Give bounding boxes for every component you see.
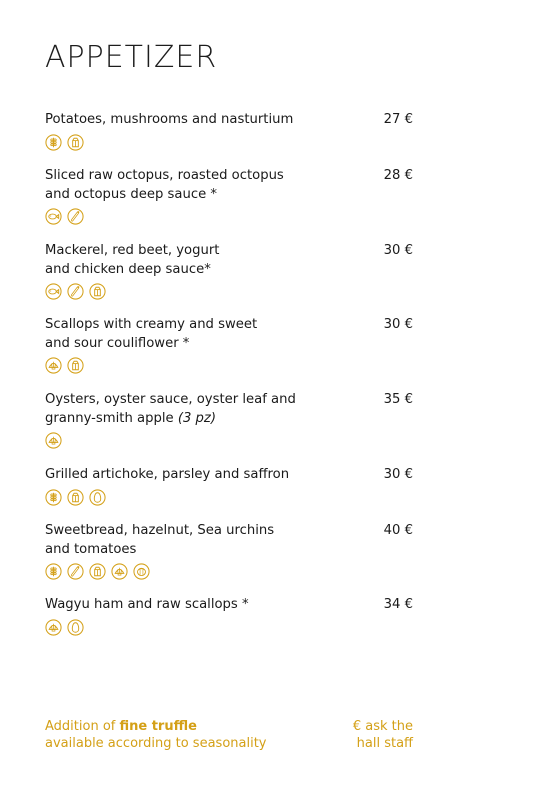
milk-carton-icon bbox=[89, 563, 106, 580]
allergen-icons bbox=[45, 432, 413, 449]
menu-item bbox=[45, 596, 413, 636]
item-name-line: Sliced raw octopus, roasted octopus bbox=[45, 168, 284, 183]
allergen-icons bbox=[45, 134, 413, 151]
allergen-icons bbox=[45, 208, 413, 225]
item-name bbox=[45, 111, 315, 130]
shellfish-icon bbox=[45, 619, 62, 636]
shellfish-icon bbox=[111, 563, 128, 580]
allergen-icons bbox=[45, 283, 413, 300]
item-quantity: (3 pz) bbox=[177, 410, 216, 426]
item-name-line: Sweetbread, hazelnut, Sea urchins bbox=[45, 523, 275, 538]
fish-icon bbox=[45, 283, 62, 300]
celery-icon bbox=[67, 283, 84, 300]
item-name bbox=[45, 596, 315, 615]
item-name-line: Grilled artichoke, parsley and saffron bbox=[45, 467, 290, 482]
truffle-note-text bbox=[45, 719, 305, 752]
item-name-line: and sour couliflower * bbox=[45, 335, 190, 351]
truffle-price-note bbox=[293, 719, 413, 752]
egg-icon bbox=[67, 619, 84, 636]
item-price: 30 € bbox=[383, 317, 413, 332]
item-name bbox=[45, 522, 315, 559]
menu-item bbox=[45, 466, 413, 506]
item-name-line: Wagyu ham and raw scallops * bbox=[45, 597, 249, 612]
celery-icon bbox=[67, 563, 84, 580]
wheat-icon bbox=[45, 489, 62, 506]
item-name-line: Scallops with creamy and sweet bbox=[45, 317, 258, 332]
shellfish-icon bbox=[45, 432, 62, 449]
egg-icon bbox=[89, 489, 106, 506]
truffle-highlight: fine truffle bbox=[119, 719, 197, 734]
item-price: 40 € bbox=[383, 523, 413, 538]
menu-item bbox=[45, 111, 413, 151]
celery-icon bbox=[67, 208, 84, 225]
item-name bbox=[45, 242, 315, 279]
item-name-line: and octopus deep sauce * bbox=[45, 186, 217, 202]
nut-icon bbox=[133, 563, 150, 580]
truffle-availability: available according to seasonality bbox=[45, 735, 267, 751]
milk-carton-icon bbox=[89, 283, 106, 300]
allergen-icons bbox=[45, 489, 413, 506]
allergen-icons bbox=[45, 357, 413, 374]
shellfish-icon bbox=[45, 357, 62, 374]
item-name-line: granny-smith apple bbox=[45, 410, 174, 426]
item-price: 30 € bbox=[383, 467, 413, 482]
item-name bbox=[45, 167, 315, 204]
item-name-line: Mackerel, red beet, yogurt bbox=[45, 243, 220, 258]
truffle-prefix: Addition of bbox=[45, 719, 120, 734]
milk-carton-icon bbox=[67, 357, 84, 374]
menu-item bbox=[45, 167, 413, 225]
item-name-line: Oysters, oyster sauce, oyster leaf and bbox=[45, 392, 296, 407]
menu-item bbox=[45, 522, 413, 580]
item-name-line: Potatoes, mushrooms and nasturtium bbox=[45, 112, 294, 127]
menu-item bbox=[45, 391, 413, 449]
item-price: 35 € bbox=[383, 392, 413, 407]
item-price: 28 € bbox=[383, 168, 413, 183]
fish-icon bbox=[45, 208, 62, 225]
milk-carton-icon bbox=[67, 134, 84, 151]
item-name bbox=[45, 391, 315, 428]
section-title: APPETIZER bbox=[45, 40, 218, 75]
milk-carton-icon bbox=[67, 489, 84, 506]
truffle-price-line: € ask the bbox=[352, 719, 413, 734]
wheat-icon bbox=[45, 134, 62, 151]
item-name-line: and chicken deep sauce* bbox=[45, 261, 211, 277]
item-name bbox=[45, 316, 315, 353]
item-price: 30 € bbox=[383, 243, 413, 258]
item-price: 34 € bbox=[383, 597, 413, 612]
menu-item bbox=[45, 242, 413, 300]
item-name-line: and tomatoes bbox=[45, 541, 137, 557]
truffle-price-line: hall staff bbox=[356, 735, 413, 751]
allergen-icons bbox=[45, 619, 413, 636]
item-price: 27 € bbox=[383, 112, 413, 127]
wheat-icon bbox=[45, 563, 62, 580]
menu-item bbox=[45, 316, 413, 374]
item-name bbox=[45, 466, 315, 485]
allergen-icons bbox=[45, 563, 413, 580]
